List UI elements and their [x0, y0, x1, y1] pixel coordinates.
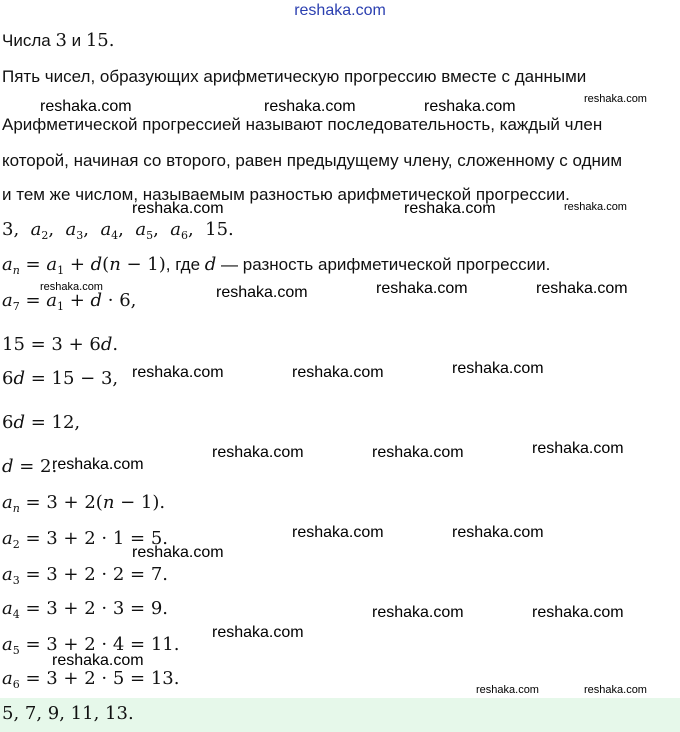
problem-title: Числа 3 и 15. — [2, 30, 115, 51]
equation-6d-subtract: 6d = 15 − 3, — [2, 368, 119, 389]
answer-text: 5, 7, 9, 11, 13. — [2, 703, 134, 724]
watermark: reshaka.com — [532, 604, 624, 621]
equation-d-2: d = 2. — [2, 456, 58, 477]
title-prefix: Числа — [2, 31, 51, 50]
watermark: reshaka.com — [532, 440, 624, 457]
definition-line-1: Арифметической прогрессией называют последовательность, каждый член — [2, 115, 603, 134]
watermark: reshaka.com — [52, 456, 144, 473]
sequence-line: 3, $a_2$, $a_3$, $a_4$, $a_5$, $a_6$, 15. — [2, 219, 234, 242]
title-number-1: 3 — [55, 30, 67, 51]
a7-formula: $a_7 = a_1 + d \cdot 6$, — [2, 290, 137, 313]
title-number-2: 15 — [85, 30, 109, 51]
formula-where: где — [175, 255, 201, 274]
formula-description: — разность арифметической прогрессии. — [221, 255, 551, 274]
watermark: reshaka.com — [292, 524, 384, 541]
watermark: reshaka.com — [476, 684, 539, 696]
watermark: reshaka.com — [132, 544, 224, 561]
definition-line-2: которой, начиная со второго, равен предыдущему члену, сложенному с одним — [2, 151, 623, 170]
a4-calc: $a_4 = 3 + 2 \cdot 3 = 9$. — [2, 598, 169, 621]
equation-6d-12: 6d = 12, — [2, 412, 81, 433]
a6-calc: $a_6 = 3 + 2 \cdot 5 = 13$. — [2, 668, 180, 691]
nth-term-formula-line: $a_n = a_1 + d(n - 1)$, где d — разность арифметической прогрессии. — [2, 254, 551, 277]
definition-line-3: и тем же числом, называемым разностью арифметической прогрессии. — [2, 185, 570, 204]
watermark: reshaka.com — [404, 200, 496, 217]
watermark: reshaka.com — [452, 360, 544, 377]
a3-calc: $a_3 = 3 + 2 \cdot 2 = 7$. — [2, 564, 169, 587]
watermark: reshaka.com — [564, 201, 627, 213]
task-statement: Пять чисел, образующих арифметическую прогрессию вместе с данными — [2, 67, 587, 86]
watermark: reshaka.com — [292, 364, 384, 381]
watermark: reshaka.com — [212, 624, 304, 641]
watermark: reshaka.com — [376, 280, 468, 297]
watermark: reshaka.com — [536, 280, 628, 297]
watermark: reshaka.com — [132, 364, 224, 381]
title-and: и — [71, 31, 82, 50]
watermark: reshaka.com — [372, 444, 464, 461]
watermark: reshaka.com — [212, 444, 304, 461]
watermark: reshaka.com — [584, 684, 647, 696]
watermark: reshaka.com — [132, 200, 224, 217]
a5-calc: $a_5 = 3 + 2 \cdot 4 = 11$. — [2, 634, 180, 657]
watermark: reshaka.com — [40, 281, 103, 293]
a2-calc: $a_2 = 3 + 2 \cdot 1 = 5$. — [2, 528, 169, 551]
watermark: reshaka.com — [52, 652, 144, 669]
site-header-watermark[interactable]: reshaka.com — [294, 2, 386, 19]
nth-term-formula: $a_n = a_1 + d(n - 1)$ — [2, 254, 166, 277]
an-specific-formula: $a_n = 3 + 2(n - 1)$. — [2, 492, 166, 515]
watermark: reshaka.com — [372, 604, 464, 621]
watermark: reshaka.com — [40, 98, 132, 115]
watermark: reshaka.com — [452, 524, 544, 541]
watermark: reshaka.com — [264, 98, 356, 115]
equation-15: 15 = 3 + 6d. — [2, 334, 119, 355]
watermark: reshaka.com — [424, 98, 516, 115]
watermark: reshaka.com — [216, 284, 308, 301]
watermark: reshaka.com — [584, 93, 647, 105]
